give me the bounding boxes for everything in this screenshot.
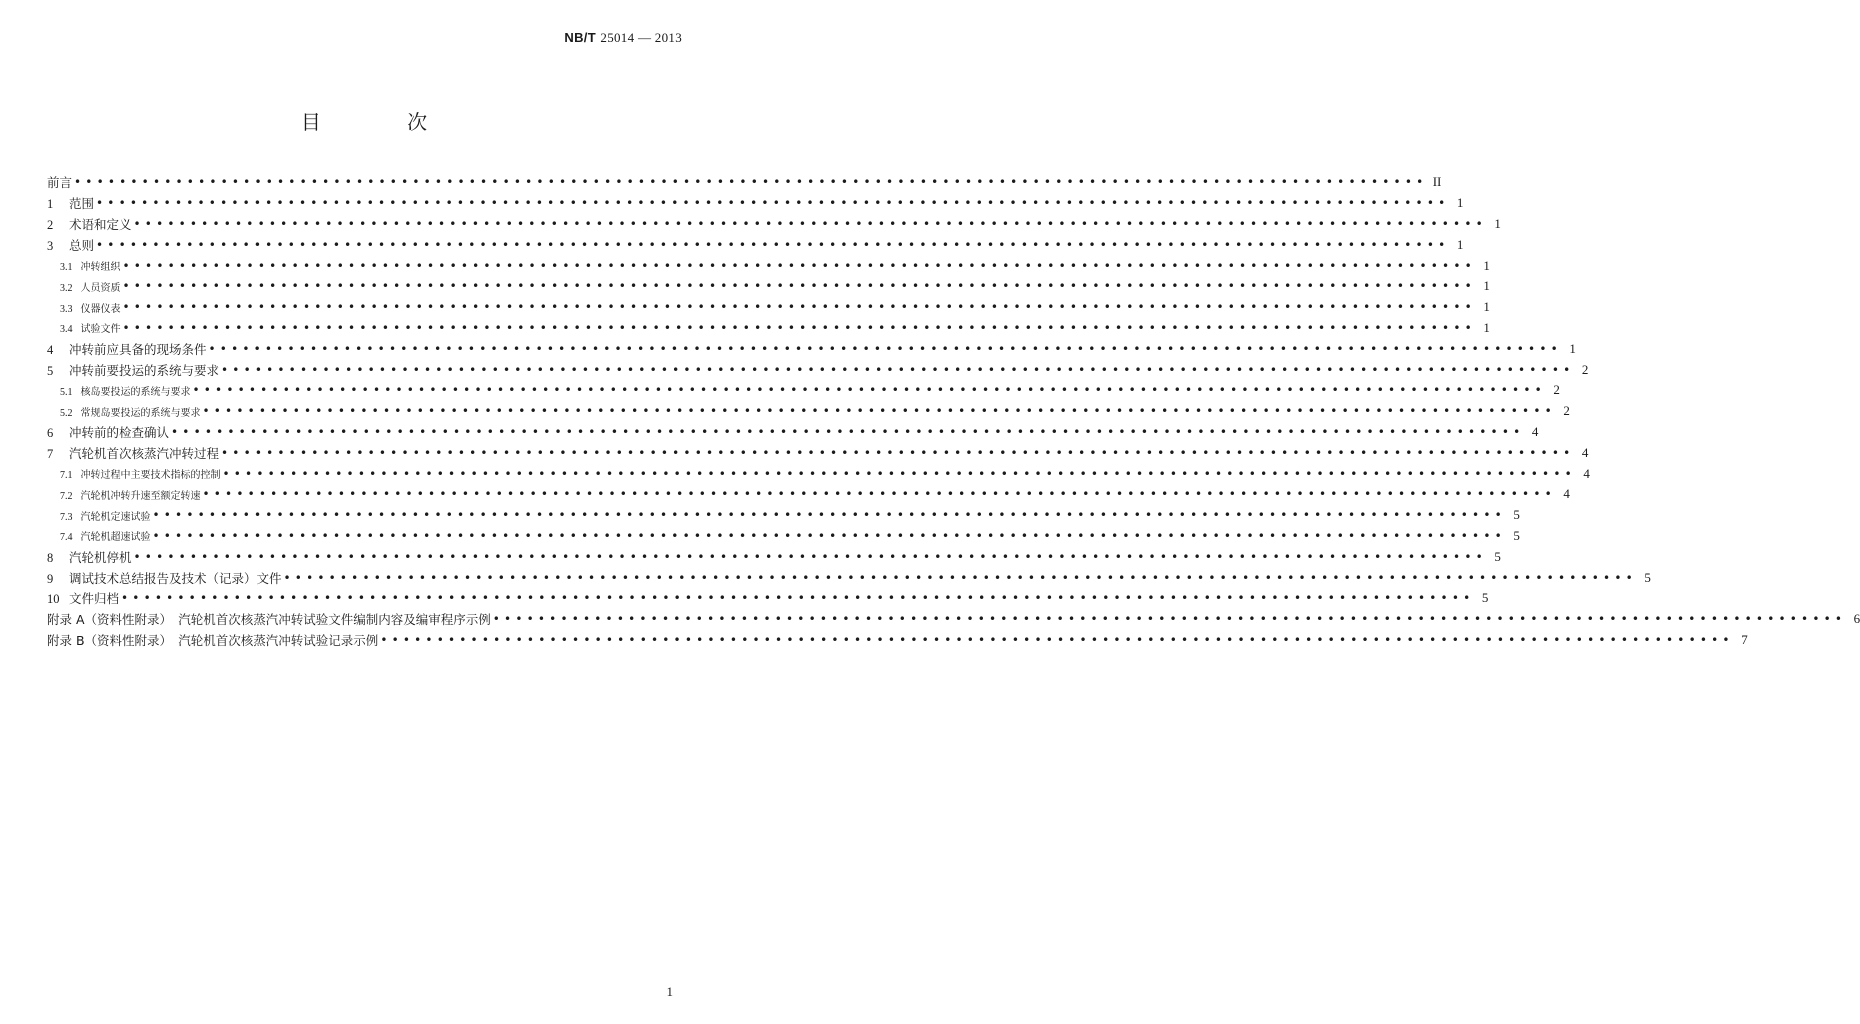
standard-prefix: NB/T [564, 30, 596, 45]
toc-entry-page: 4 [1576, 466, 1590, 482]
toc-leader-dots: •••••••••••••••••••••••••••••••••••••••••••••••••••••••••••••••••••••••••••••••••••••••••••••••••••••••••••••••••••••••• [122, 320, 1476, 335]
toc-entry-text: 前言 [47, 175, 73, 191]
toc-entry-number: 5 [47, 363, 54, 378]
toc-entry-text: 附录 A（资料性附录） 汽轮机首次核蒸汽冲转试验文件编制内容及编审程序示例 [47, 612, 491, 628]
toc-entry-text: 调试技术总结报告及技术（记录）文件 [69, 570, 282, 586]
toc-leader-dots: •••••••••••••••••••••••••••••••••••••••••••••••••••••••••••••••••••••••••••••••••••••••••••••••••••••••••••••••••••••••• [133, 549, 1487, 564]
toc-entry[interactable] [47, 234, 1464, 255]
toc-entry-label [60, 320, 123, 335]
toc-entry[interactable] [47, 526, 1520, 547]
toc-entry-text: 冲转前应具备的现场条件 [69, 341, 207, 357]
toc-leader-dots: •••••••••••••••••••••••••••••••••••••••••••••••••••••••••••••••••••••••••••••••••••••••••••••••••••••••••••••••••••••••• [122, 300, 1476, 315]
toc-entry-number: 3.3 [60, 303, 73, 315]
toc-entry[interactable] [47, 609, 1860, 630]
toc-entry-text: 汽轮机停机 [69, 549, 132, 565]
toc-entry[interactable] [47, 484, 1570, 505]
toc-entry-number: 8 [47, 550, 54, 565]
toc-entry-text: 冲转组织 [80, 262, 121, 274]
toc-leader-dots: •••••••••••••••••••••••••••••••••••••••••••••••••••••••••••••••••••••••••••••••••••••••••••••••••••••••••••••••••••••••• [380, 632, 1734, 647]
toc-entry-number: 4 [47, 342, 54, 357]
toc-entry-page: 6 [1846, 611, 1860, 627]
toc-entry-page: 5 [1506, 528, 1520, 544]
toc-entry-page: 2 [1556, 403, 1570, 419]
toc-entry-text: 人员资质 [80, 282, 121, 294]
toc-leader-dots: •••••••••••••••••••••••••••••••••••••••••••••••••••••••••••••••••••••••••••••••••••••••••••••••••••••••••••••••••••••••• [171, 424, 1525, 439]
toc-entry-text: 冲转过程中主要技术指标的控制 [80, 470, 221, 482]
toc-leader-dots: •••••••••••••••••••••••••••••••••••••••••••••••••••••••••••••••••••••••••••••••••••••••••••••••••••••••••••••••••••••••• [202, 404, 1556, 419]
toc-entry-text: 仪器仪表 [80, 303, 121, 315]
toc-leader-dots: •••••••••••••••••••••••••••••••••••••••••••••••••••••••••••••••••••••••••••••••••••••••••••••••••••••••••••••••••••••••• [202, 487, 1556, 502]
toc-entry-text: 汽轮机首次核蒸汽冲转过程 [69, 445, 220, 461]
toc-entry-text: 试验文件 [80, 324, 121, 336]
toc-leader-dots: •••••••••••••••••••••••••••••••••••••••••••••••••••••••••••••••••••••••••••••••••••••••••••••••••••••••••••••••••••••••• [152, 528, 1506, 543]
toc-title: 目 次 [300, 110, 468, 134]
page-number: 1 [666, 984, 673, 999]
toc-entry-number: 7.3 [60, 511, 73, 523]
toc-entry-label [47, 173, 74, 191]
toc-leader-dots: •••••••••••••••••••••••••••••••••••••••••••••••••••••••••••••••••••••••••••••••••••••••••••••••••••••••••••••••••••••••• [133, 216, 1487, 231]
toc-entry-label [47, 236, 96, 254]
toc-entry-page: 2 [1546, 382, 1560, 398]
toc-entry-text: 常规岛要投运的系统与要求 [80, 407, 201, 419]
toc-entry-text: 汽轮机超速试验 [80, 532, 151, 544]
toc-entry[interactable] [47, 588, 1489, 609]
toc-entry-label [60, 508, 153, 523]
toc-leader-dots: •••••••••••••••••••••••••••••••••••••••••••••••••••••••••••••••••••••••••••••••••••••••••••••••••••••••••••••••••••••••• [122, 279, 1476, 294]
toc-entry-label [60, 404, 203, 419]
toc-entry[interactable] [47, 276, 1490, 297]
toc-entry-page: II [1427, 174, 1441, 190]
toc-entry[interactable] [47, 505, 1520, 526]
toc-entry-text: 术语和定义 [69, 216, 132, 232]
toc-entry-page: 7 [1734, 632, 1748, 648]
toc-entry-label [47, 423, 171, 441]
toc-entry-number: 3 [47, 238, 54, 253]
toc-entry-label [60, 528, 153, 543]
toc-entry-page: 5 [1506, 507, 1520, 523]
toc-entry[interactable] [47, 630, 1748, 651]
toc-entry-number: 7.1 [60, 470, 73, 482]
toc-entry-page: 1 [1476, 258, 1490, 274]
toc-entry[interactable] [47, 359, 1589, 380]
toc-leader-dots: •••••••••••••••••••••••••••••••••••••••••••••••••••••••••••••••••••••••••••••••••••••••••••••••••••••••••••••••••••••••• [121, 591, 1475, 606]
toc-leader-dots: •••••••••••••••••••••••••••••••••••••••••••••••••••••••••••••••••••••••••••••••••••••••••••••••••••••••••••••••••••••••• [208, 341, 1562, 356]
toc-entry-label [47, 444, 221, 462]
toc-entry-number: 3.1 [60, 262, 73, 274]
standard-number [564, 30, 682, 46]
toc-entry-number: 10 [47, 592, 60, 607]
toc-entry-page: 2 [1574, 362, 1588, 378]
toc-entry-label [60, 487, 203, 502]
toc-entry-page: 5 [1474, 590, 1488, 606]
toc-entry-text: 冲转前要投运的系统与要求 [69, 362, 220, 378]
toc-entry-label [60, 300, 123, 315]
toc-entry-page: 1 [1449, 237, 1463, 253]
toc-entry-page: 1 [1487, 216, 1501, 232]
toc-entry-number: 5.1 [60, 386, 73, 398]
toc-entry-number: 2 [47, 217, 54, 232]
toc-entry-text: 汽轮机冲转升速至额定转速 [80, 490, 201, 502]
toc-entry-label [60, 279, 123, 294]
toc-entry[interactable] [47, 380, 1560, 401]
toc-entry-text: 总则 [69, 237, 95, 253]
toc-entry-label [60, 466, 223, 481]
toc-leader-dots: •••••••••••••••••••••••••••••••••••••••••••••••••••••••••••••••••••••••••••••••••••••••••••••••••••••••••••••••••••••••• [192, 383, 1546, 398]
toc-entry-page: 4 [1574, 445, 1588, 461]
toc-entry-page: 4 [1524, 424, 1538, 440]
toc-entry-label [60, 258, 123, 273]
toc-entry-label [47, 340, 209, 358]
toc-entry[interactable] [47, 318, 1490, 339]
toc-entry-number: 7 [47, 446, 54, 461]
toc-entry[interactable] [47, 401, 1570, 422]
toc-entry-page: 1 [1476, 278, 1490, 294]
toc-leader-dots: •••••••••••••••••••••••••••••••••••••••••••••••••••••••••••••••••••••••••••••••••••••••••••••••••••••••••••••••••••••••• [221, 445, 1575, 460]
toc-leader-dots: •••••••••••••••••••••••••••••••••••••••••••••••••••••••••••••••••••••••••••••••••••••••••••••••••••••••••••••••••••••••• [152, 508, 1506, 523]
toc-entry-text: 冲转前的检查确认 [69, 424, 170, 440]
toc-entry-page: 1 [1476, 320, 1490, 336]
toc-entry-label [47, 548, 134, 566]
toc-entry-label [60, 383, 193, 398]
toc-entry[interactable] [47, 463, 1590, 484]
toc-leader-dots: •••••••••••••••••••••••••••••••••••••••••••••••••••••••••••••••••••••••••••••••••••••••••••••••••••••••••••••••••••••••• [122, 258, 1476, 273]
toc-entry-label [47, 194, 96, 212]
toc-entry-page: 5 [1637, 570, 1651, 586]
toc-entry[interactable] [47, 442, 1589, 463]
toc-entry-label [47, 361, 221, 379]
toc-entry-label [47, 610, 493, 628]
toc-leader-dots: •••••••••••••••••••••••••••••••••••••••••••••••••••••••••••••••••••••••••••••••••••••••••••••••••••••••••••••••••••••••• [74, 175, 1428, 190]
toc-entry-number: 1 [47, 197, 54, 212]
toc-entry-label [47, 215, 134, 233]
toc-entry-number: 7.2 [60, 490, 73, 502]
toc-entry-label [47, 631, 380, 649]
toc-leader-dots: •••••••••••••••••••••••••••••••••••••••••••••••••••••••••••••••••••••••••••••••••••••••••••••••••••••••••••••••••••••••• [222, 466, 1576, 481]
toc-leader-dots: •••••••••••••••••••••••••••••••••••••••••••••••••••••••••••••••••••••••••••••••••••••••••••••••••••••••••••••••••••••••• [96, 237, 1450, 252]
toc-entry-number: 6 [47, 425, 54, 440]
toc-entry-text: 附录 B（资料性附录） 汽轮机首次核蒸汽冲转试验记录示例 [47, 632, 379, 648]
toc-entry-number: 5.2 [60, 407, 73, 419]
toc-entry-number: 3.4 [60, 324, 73, 336]
standard-code: 25014 — 2013 [600, 30, 682, 45]
table-of-contents [47, 172, 1860, 650]
toc-entry[interactable] [47, 214, 1501, 235]
toc-entry-text: 汽轮机定速试验 [80, 511, 151, 523]
toc-entry[interactable] [47, 338, 1576, 359]
toc-entry-label [47, 569, 284, 587]
toc-entry-page: 1 [1562, 341, 1576, 357]
toc-entry-page: 1 [1449, 195, 1463, 211]
toc-leader-dots: •••••••••••••••••••••••••••••••••••••••••••••••••••••••••••••••••••••••••••••••••••••••••••••••••••••••••••••••••••••••• [221, 362, 1575, 377]
toc-entry-label [47, 589, 121, 607]
toc-entry[interactable] [47, 172, 1442, 193]
toc-entry[interactable] [47, 297, 1490, 318]
toc-entry[interactable] [47, 255, 1490, 276]
toc-entry-text: 核岛要投运的系统与要求 [80, 386, 191, 398]
toc-entry-text: 范围 [69, 196, 95, 212]
toc-entry-text: 文件归档 [69, 591, 120, 607]
toc-leader-dots: •••••••••••••••••••••••••••••••••••••••••••••••••••••••••••••••••••••••••••••••••••••••••••••••••••••••••••••••••••••••• [492, 612, 1847, 627]
toc-entry-page: 1 [1476, 299, 1490, 315]
toc-entry-number: 9 [47, 571, 54, 586]
toc-entry[interactable] [47, 546, 1501, 567]
toc-entry[interactable] [47, 567, 1651, 588]
toc-leader-dots: •••••••••••••••••••••••••••••••••••••••••••••••••••••••••••••••••••••••••••••••••••••••••••••••••••••••••••••••••••••••• [96, 196, 1450, 211]
toc-entry-page: 5 [1487, 549, 1501, 565]
toc-entry[interactable] [47, 422, 1539, 443]
toc-leader-dots: •••••••••••••••••••••••••••••••••••••••••••••••••••••••••••••••••••••••••••••••••••••••••••••••••••••••••••••••••••••••• [283, 570, 1637, 585]
toc-entry-number: 7.4 [60, 532, 73, 544]
toc-entry-number: 3.2 [60, 282, 73, 294]
toc-entry[interactable] [47, 193, 1464, 214]
toc-entry-page: 4 [1556, 486, 1570, 502]
